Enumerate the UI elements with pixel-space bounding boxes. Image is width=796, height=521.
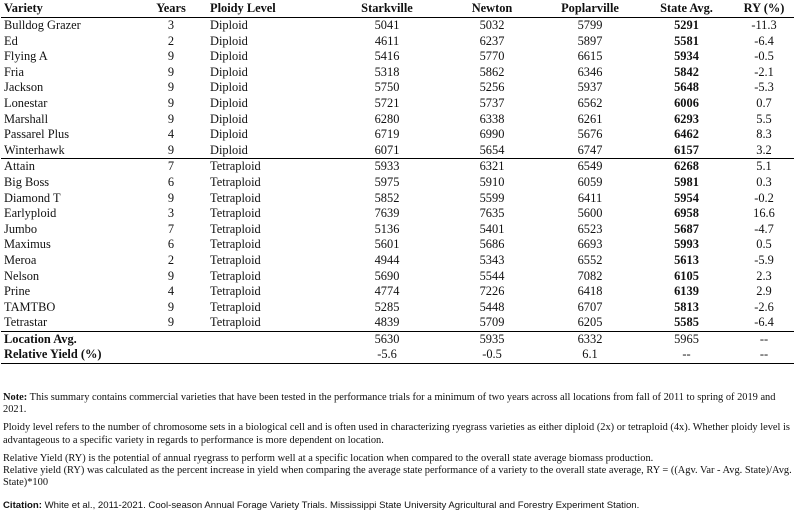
table-row [1,49,794,65]
table-row [1,253,794,269]
cell-relative-yield: 2.9 [756,284,772,299]
yield-table [1,0,794,364]
summary-cell-variety: Location Avg. [1,331,136,347]
cell-state-avg: 6293 [674,111,699,126]
cell-variety: Marshall [4,111,49,126]
cell-relative-yield: 8.3 [756,127,772,142]
cell-starkville: 6071 [374,142,400,157]
citation-text: White et al., 2011-2021. Cool-season Annual Forage Variety Trials. Mississippi State University Agricultural and Forestry Experiment Station. [44,500,640,511]
cell-state-avg: 5648 [674,80,699,95]
header-ploidy-level: Ploidy Level [206,0,331,18]
cell-newton: 5544 [479,268,505,283]
cell-poplarville: 5600 [577,206,603,221]
cell-ploidy-level: Tetraploid [210,221,261,236]
cell-state-avg: 6958 [674,206,699,221]
table-summary [1,331,794,363]
cell-relative-yield: -6.4 [754,33,774,48]
cell-starkville: 6280 [374,111,400,126]
summary-row [1,331,794,347]
cell-relative-yield: -0.2 [754,190,774,205]
cell-years: 9 [167,268,175,283]
cell-state-avg: 6105 [674,268,699,283]
cell-variety: Lonestar [4,95,48,110]
cell-relative-yield: 0.3 [756,174,772,189]
ploidy-paragraph: Ploidy level refers to the number of chromosome sets in a biological cell and is often used in characterizing ryegrass varieties as either diploid (2x) or tetraploid (4x). Whether ploidy level is advantageous to a specific variety in regards to performance is more dependent on location. [3,422,790,446]
cell-state-avg: 6006 [674,95,699,110]
summary-cell-newton: -0.5 [443,347,541,363]
cell-years: 9 [167,111,175,126]
cell-variety: Winterhawk [4,142,65,157]
cell-years: 2 [167,33,175,48]
cell-poplarville: 6418 [577,284,603,299]
cell-state-avg: 5993 [674,237,699,252]
cell-years: 7 [167,221,175,236]
cell-starkville: 4944 [374,252,400,267]
table-row [1,18,794,34]
cell-newton: 5910 [479,174,505,189]
cell-newton: 7226 [479,284,505,299]
summary-cell-ploidy-level [206,347,331,363]
table-row [1,222,794,238]
cell-poplarville: 6549 [541,159,639,175]
cell-relative-yield: 3.2 [756,142,772,157]
summary-cell-poplarville: 6332 [541,331,639,347]
table-row [1,191,794,207]
summary-cell-relative-yield: -- [734,331,794,347]
table-row [1,315,794,331]
table-row [1,112,794,128]
cell-state-avg: 5981 [674,174,699,189]
cell-relative-yield: -4.7 [754,221,774,236]
cell-years: 9 [167,315,175,330]
header-years: Years [136,0,206,18]
cell-relative-yield: 0.7 [756,95,772,110]
cell-newton: 7635 [479,206,505,221]
cell-relative-yield: -11.3 [751,18,777,32]
cell-ploidy-level: Diploid [210,127,248,142]
cell-state-avg: 6268 [639,159,734,175]
citation-label: Citation: [3,500,42,511]
cell-poplarville: 6205 [577,315,603,330]
cell-variety: Fria [4,64,24,79]
cell-starkville: 4839 [374,315,400,330]
cell-newton: 6338 [479,111,505,126]
cell-variety: Flying A [4,49,48,64]
cell-starkville: 5041 [374,18,400,32]
cell-ploidy-level: Tetraploid [210,284,261,299]
cell-relative-yield: 0.5 [756,237,772,252]
table-row [1,159,794,175]
cell-years: 2 [167,252,175,267]
cell-starkville: 5852 [374,190,400,205]
cell-years: 3 [167,18,175,32]
cell-starkville: 5601 [374,237,400,252]
cell-starkville: 6719 [374,127,400,142]
cell-poplarville: 5799 [577,18,603,32]
cell-newton: 5448 [479,299,505,314]
cell-newton: 5770 [479,49,505,64]
table-body [1,18,794,332]
cell-variety: Jackson [4,80,44,95]
cell-starkville: 5933 [331,159,443,175]
cell-years: 9 [167,299,175,314]
cell-state-avg: 5842 [674,64,699,79]
cell-years: 4 [167,127,175,142]
cell-starkville: 5318 [374,64,400,79]
summary-cell-newton: 5935 [443,331,541,347]
cell-newton: 5401 [479,221,505,236]
cell-state-avg: 5687 [674,221,699,236]
cell-poplarville: 6411 [577,190,603,205]
cell-ploidy-level: Tetraploid [210,174,261,189]
summary-cell-state-avg: 5965 [639,331,734,347]
cell-variety: TAMTBO [4,299,56,314]
cell-state-avg: 5585 [674,315,699,330]
cell-poplarville: 6707 [577,299,603,314]
summary-cell-years [136,331,206,347]
cell-starkville: 5690 [374,268,400,283]
cell-state-avg: 6139 [674,284,699,299]
cell-ploidy-level: Diploid [210,80,248,95]
table-row [1,143,794,159]
cell-poplarville: 6615 [577,49,603,64]
cell-poplarville: 5897 [577,33,603,48]
summary-cell-starkville: 5630 [331,331,443,347]
cell-state-avg: 6157 [674,142,699,157]
table-row [1,237,794,253]
cell-poplarville: 5676 [577,127,603,142]
cell-poplarville: 6552 [577,252,603,267]
table-row [1,127,794,143]
cell-variety: Maximus [4,237,51,252]
header-newton: Newton [443,0,541,18]
cell-state-avg: 5613 [674,252,699,267]
summary-cell-ploidy-level [206,331,331,347]
summary-row [1,347,794,363]
cell-state-avg: 5813 [674,299,699,314]
cell-starkville: 5136 [374,221,400,236]
cell-state-avg: 5954 [674,190,699,205]
cell-years: 9 [167,49,175,64]
ry-paragraph [3,453,793,490]
cell-variety: Passarel Plus [4,127,70,142]
cell-poplarville: 6562 [577,95,603,110]
header-starkville: Starkville [331,0,443,18]
cell-newton: 5737 [479,95,505,110]
cell-starkville: 4774 [374,284,400,299]
cell-ploidy-level: Diploid [210,142,248,157]
cell-state-avg: 5291 [674,18,699,32]
cell-newton: 6237 [479,33,505,48]
cell-years: 6 [167,237,175,252]
cell-ploidy-level: Diploid [210,95,248,110]
cell-poplarville: 6747 [577,142,603,157]
summary-cell-relative-yield: -- [734,347,794,363]
table-row [1,269,794,285]
cell-variety: Tetrastar [4,315,48,330]
cell-ploidy-level: Tetraploid [210,252,261,267]
summary-cell-years [136,347,206,363]
cell-starkville: 4611 [374,33,400,48]
citation [3,500,793,512]
cell-years: 6 [167,174,175,189]
cell-newton: 5032 [479,18,505,32]
cell-starkville: 5750 [374,80,400,95]
cell-years: 9 [167,80,175,95]
cell-variety: Nelson [4,268,40,283]
table-row [1,65,794,81]
cell-ploidy-level: Diploid [210,33,248,48]
cell-poplarville: 6346 [577,64,603,79]
cell-poplarville: 6523 [577,221,603,236]
header-state-avg: State Avg. [639,0,734,18]
cell-variety: Ed [4,33,18,48]
cell-relative-yield: 5.1 [734,159,794,175]
cell-newton: 5686 [479,237,505,252]
cell-years: 7 [136,159,206,175]
table-row [1,96,794,112]
cell-state-avg: 5581 [674,33,699,48]
cell-starkville: 7639 [374,206,400,221]
cell-years: 3 [167,206,175,221]
cell-variety: Meroa [4,252,37,267]
cell-ploidy-level: Tetraploid [206,159,331,175]
note-label: Note: [3,392,28,403]
cell-poplarville: 6261 [577,111,603,126]
cell-ploidy-level: Tetraploid [210,237,261,252]
header-variety: Variety [1,0,136,18]
cell-relative-yield: -5.3 [754,80,774,95]
cell-years: 9 [167,190,175,205]
cell-ploidy-level: Diploid [210,49,248,64]
summary-cell-state-avg: -- [639,347,734,363]
cell-relative-yield: -5.9 [754,252,774,267]
cell-relative-yield: 16.6 [753,206,775,221]
cell-relative-yield: -2.6 [754,299,774,314]
table-row [1,175,794,191]
cell-newton: 5654 [479,142,505,157]
table-row [1,34,794,50]
cell-starkville: 5721 [374,95,400,110]
cell-years: 9 [167,95,175,110]
cell-variety: Earlyploid [4,206,57,221]
cell-variety: Bulldog Grazer [4,18,81,32]
cell-variety: Diamond T [4,190,61,205]
cell-relative-yield: -0.5 [754,49,774,64]
cell-ploidy-level: Tetraploid [210,268,261,283]
cell-newton: 5256 [479,80,505,95]
cell-poplarville: 6059 [577,174,603,189]
cell-starkville: 5416 [374,49,400,64]
cell-relative-yield: 5.5 [756,111,772,126]
cell-ploidy-level: Diploid [210,111,248,126]
cell-poplarville: 7082 [577,268,603,283]
cell-relative-yield: 2.3 [756,268,772,283]
header-poplarville: Poplarville [541,0,639,18]
cell-newton: 6990 [479,127,505,142]
cell-variety: Attain [1,159,136,175]
cell-ploidy-level: Diploid [210,64,248,79]
cell-newton: 5343 [479,252,505,267]
cell-poplarville: 6693 [577,237,603,252]
ry-definition: Relative Yield (RY) is the potential of annual ryegrass to perform well at a specific location when compared to the overall state average biomass production. [3,452,654,464]
header-relative-yield: RY (%) [734,0,794,18]
cell-newton: 5709 [479,315,505,330]
summary-cell-variety: Relative Yield (%) [1,347,136,363]
cell-relative-yield: -6.4 [754,315,774,330]
note-paragraph [3,392,793,416]
cell-poplarville: 5937 [577,80,603,95]
cell-ploidy-level: Tetraploid [210,190,261,205]
cell-starkville: 5285 [374,299,400,314]
cell-ploidy-level: Tetraploid [210,315,261,330]
cell-relative-yield: -2.1 [754,64,774,79]
header-row [1,0,794,18]
cell-newton: 6321 [443,159,541,175]
cell-ploidy-level: Tetraploid [210,299,261,314]
cell-state-avg: 5934 [674,49,699,64]
note-text: This summary contains commercial varieties that have been tested in the performance trials for a minimum of two years across all locations from fall of 2011 to spring of 2019 and 2021. [3,392,776,416]
cell-variety: Jumbo [4,221,38,236]
ry-calculation: Relative yield (RY) was calculated as the percent increase in yield when comparing the average state performance of a variety to the overall state average, RY = ((Agv. Var - Avg. State)/Avg. State)*100 [3,465,792,489]
table-row [1,80,794,96]
cell-years: 4 [167,284,175,299]
cell-state-avg: 6462 [674,127,699,142]
cell-newton: 5599 [479,190,505,205]
notes-section [3,392,793,489]
cell-variety: Big Boss [4,174,50,189]
cell-ploidy-level: Tetraploid [210,206,261,221]
cell-variety: Prine [4,284,31,299]
summary-cell-poplarville: 6.1 [541,347,639,363]
table-row [1,284,794,300]
table-row [1,300,794,316]
summary-cell-starkville: -5.6 [331,347,443,363]
cell-starkville: 5975 [374,174,400,189]
cell-newton: 5862 [479,64,505,79]
table-row [1,206,794,222]
cell-ploidy-level: Diploid [210,18,248,32]
cell-years: 9 [167,64,175,79]
cell-years: 9 [167,142,175,157]
